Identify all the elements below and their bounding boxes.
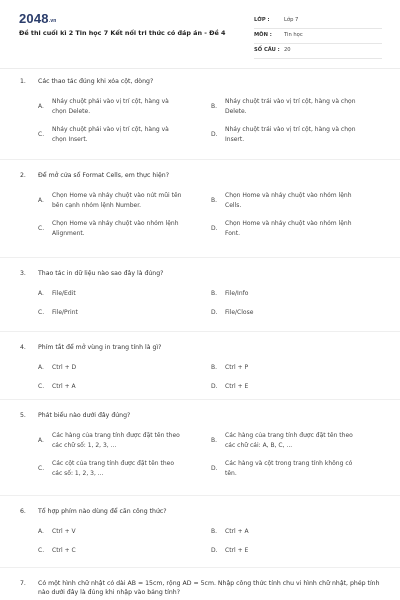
question-text: Tổ hợp phím nào dùng để căn công thức?	[38, 508, 167, 515]
question-text: Có một hình chữ nhật có dài AB = 15cm, rộng AD = 5cm. Nhập công thức tính chu vi hình chữ nhật, phép tính nào dưới đây là đúng khi nhập vào bảng tính?	[38, 580, 380, 596]
question-divider	[0, 331, 400, 332]
option-text-line: Các hàng của trang tính được đặt tên theo	[52, 432, 180, 439]
question-number: 3.	[20, 270, 26, 277]
option-text	[52, 308, 202, 318]
question-text: Để mở cửa sổ Format Cells, em thực hiện?	[38, 172, 169, 179]
option-text-line: Delete.	[225, 108, 247, 115]
option-text	[52, 97, 202, 117]
logo-text: 2048	[19, 11, 49, 26]
site-logo[interactable]	[19, 11, 57, 26]
meta-label: LỚP :	[254, 17, 270, 23]
option-letter: C.	[38, 383, 45, 390]
option-letter: B.	[211, 528, 218, 535]
header-divider	[0, 68, 400, 69]
meta-value: Tin học	[284, 32, 303, 38]
option-letter: D.	[211, 383, 218, 390]
option-text-line: Cells.	[225, 202, 242, 209]
option-text-line: File/Print	[52, 309, 78, 316]
option-text-line: bên cạnh nhóm lệnh Number.	[52, 202, 142, 209]
option-text	[225, 382, 375, 392]
option-text-line: File/Close	[225, 309, 254, 316]
question	[0, 579, 400, 597]
option-text-line: Ctrl + E	[225, 547, 249, 554]
option-text-line: Ctrl + D	[52, 364, 77, 371]
option-letter: A.	[38, 290, 44, 297]
option-text-line: File/Edit	[52, 290, 76, 297]
option-text-line: Các cột của trang tính được đặt tên theo	[52, 460, 175, 467]
option-text-line: Ctrl + E	[225, 383, 249, 390]
question	[0, 507, 400, 554]
option-text-line: các số: 1, 2, 3, ...	[52, 470, 104, 477]
option-text	[225, 546, 375, 556]
option-letter: A.	[38, 103, 44, 110]
question-header	[0, 343, 400, 352]
page-title: Đề thi cuối kì 2 Tin học 7 Kết nối tri thức có đáp án - Đề 4	[19, 29, 226, 37]
option-text	[225, 459, 375, 479]
option-text-line: Chọn Home và nháy chuột vào nút mũi tên	[52, 192, 182, 199]
question-text: Các thao tác đúng khi xóa cột, dòng?	[38, 78, 154, 85]
option-text-line: Ctrl + A	[52, 383, 76, 390]
option-letter: D.	[211, 465, 218, 472]
option-text-line: chọn Delete.	[52, 108, 91, 115]
question	[0, 269, 400, 316]
option-text	[225, 97, 375, 117]
meta-value: 20	[284, 47, 291, 53]
option-text-line: Font.	[225, 230, 240, 237]
option-letter: A.	[38, 197, 44, 204]
meta-label: MÔN :	[254, 32, 272, 38]
meta-value: Lớp 7	[284, 17, 299, 23]
option-letter: A.	[38, 364, 44, 371]
option-text-line: các chữ số: 1, 2, 3, ...	[52, 442, 117, 449]
meta-label: SỐ CÂU :	[254, 47, 280, 53]
option-text-line: các chữ cái: A, B, C, ...	[225, 442, 293, 449]
option-text	[225, 191, 375, 211]
option-text-line: Ctrl + A	[225, 528, 249, 535]
option-text-line: Chọn Home và nháy chuột vào nhóm lệnh	[225, 192, 352, 199]
option-letter: B.	[211, 290, 218, 297]
question-number: 7.	[20, 580, 26, 587]
question-number: 2.	[20, 172, 26, 179]
option-letter: C.	[38, 465, 45, 472]
option-text	[225, 431, 375, 451]
option-text-line: Nháy chuột trái vào vị trí cột, hàng và chọn	[225, 126, 356, 133]
option-text	[52, 191, 202, 211]
question-text: Phát biểu nào dưới đây đúng?	[38, 412, 131, 419]
option-text	[225, 363, 375, 373]
option-letter: B.	[211, 364, 218, 371]
question-number: 5.	[20, 412, 26, 419]
option-letter: B.	[211, 437, 218, 444]
question	[0, 77, 400, 143]
option-text-line: Ctrl + V	[52, 528, 76, 535]
option-text-line: chọn Insert.	[52, 136, 88, 143]
option-letter: D.	[211, 309, 218, 316]
question-header	[0, 171, 400, 180]
option-letter: D.	[211, 225, 218, 232]
option-text-line: File/Info	[225, 290, 249, 297]
option-text	[225, 219, 375, 239]
question-header	[0, 411, 400, 420]
question-divider	[0, 567, 400, 568]
option-text	[52, 219, 202, 239]
option-text-line: Ctrl + P	[225, 364, 249, 371]
question-divider	[0, 257, 400, 258]
question-header	[0, 77, 400, 86]
option-text-line: Chọn Home và nháy chuột vào nhóm lệnh	[52, 220, 179, 227]
exam-meta	[254, 14, 382, 59]
option-text	[225, 289, 375, 299]
option-text	[52, 363, 202, 373]
meta-row-class	[254, 14, 382, 29]
option-text	[52, 459, 202, 479]
option-text-line: Chọn Home và nháy chuột vào nhóm lệnh	[225, 220, 352, 227]
question-number: 6.	[20, 508, 26, 515]
option-text	[52, 546, 202, 556]
option-text-line: tên.	[225, 470, 237, 477]
option-text	[225, 125, 375, 145]
option-text-line: Nháy chuột phải vào vị trí cột, hàng và	[52, 98, 169, 105]
option-letter: C.	[38, 309, 45, 316]
meta-row-subject	[254, 29, 382, 44]
option-letter: A.	[38, 437, 44, 444]
question-header	[0, 507, 400, 516]
question-number: 1.	[20, 78, 26, 85]
option-text-line: Alignment.	[52, 230, 85, 237]
page-header	[0, 0, 400, 66]
option-letter: B.	[211, 103, 218, 110]
meta-row-count	[254, 44, 382, 59]
question-header	[0, 269, 400, 278]
question	[0, 171, 400, 237]
question-header	[0, 579, 400, 597]
option-text-line: Các hàng và cột trong trang tính không có	[225, 460, 353, 467]
option-letter: A.	[38, 528, 44, 535]
option-text	[52, 382, 202, 392]
option-text	[52, 431, 202, 451]
option-letter: D.	[211, 131, 218, 138]
option-letter: C.	[38, 547, 45, 554]
logo-suffix: .vn	[48, 18, 57, 24]
option-letter: C.	[38, 225, 45, 232]
question-number: 4.	[20, 344, 26, 351]
option-text	[52, 527, 202, 537]
question-text: Thao tác in dữ liệu nào sao đây là đúng?	[38, 270, 164, 277]
question-text: Phím tắt để mở vùng in trang tính là gì?	[38, 344, 162, 351]
question-divider	[0, 159, 400, 160]
option-text	[225, 527, 375, 537]
option-text-line: Insert.	[225, 136, 245, 143]
question	[0, 343, 400, 390]
option-letter: D.	[211, 547, 218, 554]
option-text	[52, 289, 202, 299]
option-text-line: Các hàng của trang tính được đặt tên theo	[225, 432, 353, 439]
question-divider	[0, 495, 400, 496]
question	[0, 411, 400, 477]
question-divider	[0, 399, 400, 400]
option-text-line: Ctrl + C	[52, 547, 76, 554]
option-text-line: Nháy chuột trái vào vị trí cột, hàng và chọn	[225, 98, 356, 105]
option-letter: C.	[38, 131, 45, 138]
option-text	[225, 308, 375, 318]
option-text-line: Nháy chuột phải vào vị trí cột, hàng và	[52, 126, 169, 133]
option-text	[52, 125, 202, 145]
option-letter: B.	[211, 197, 218, 204]
